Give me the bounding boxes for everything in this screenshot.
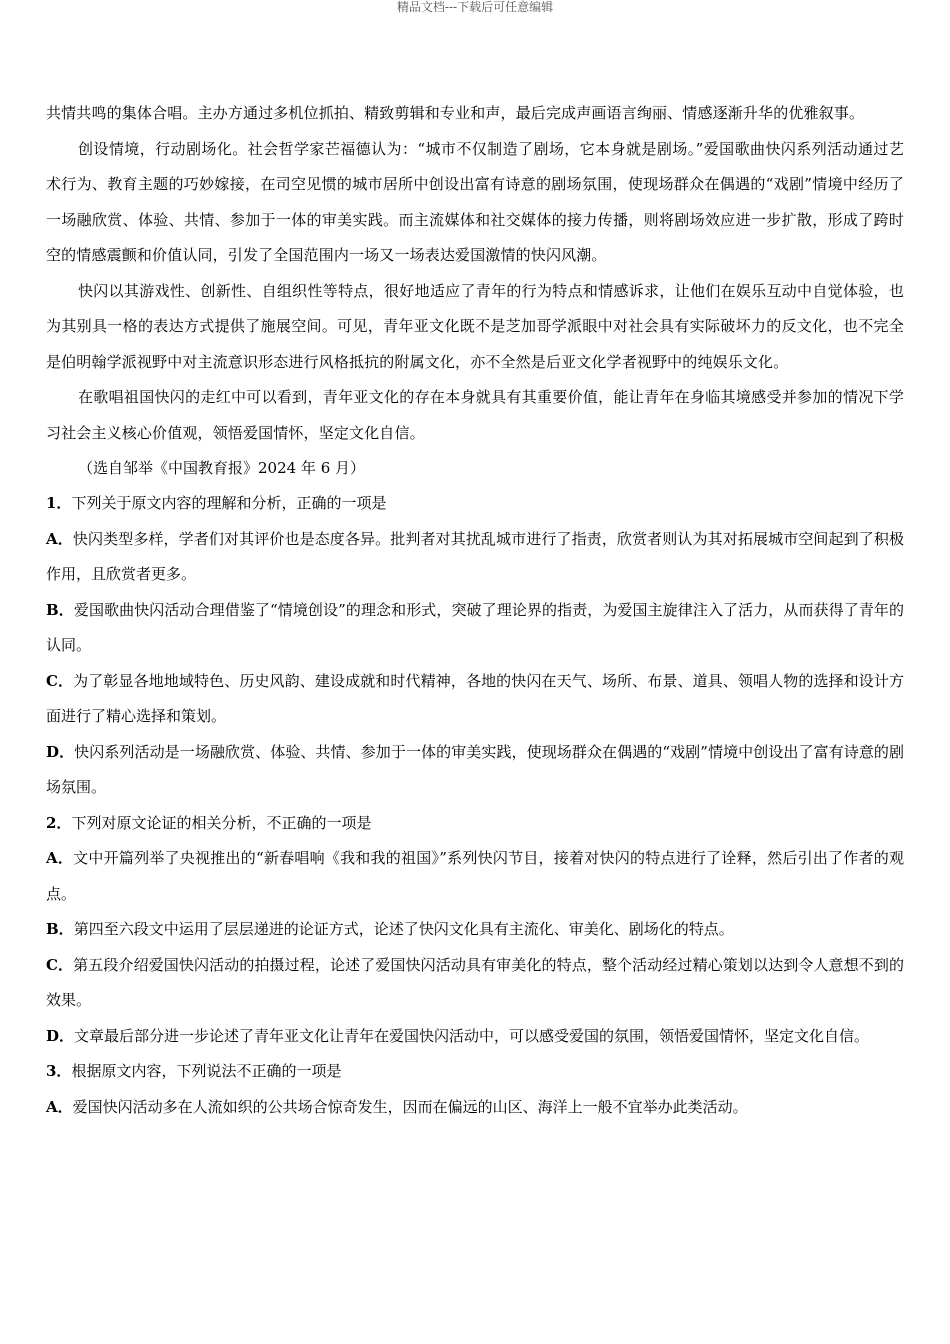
passage-paragraph: 在歌唱祖国快闪的走红中可以看到，青年亚文化的存在本身就具有其重要价值，能让青年在身临其境感受并参加的情况下学习社会主义核心价值观，领悟爱国情怀，坚定文化自信。 [46,388,904,442]
option-text: 为了彰显各地地域特色、历史风韵、建设成就和时代精神，各地的快闪在天气、场所、布景、道具、领唱人物的选择和设计方面进行了精心选择和策划。 [46,671,904,725]
option-label: A． [46,1097,73,1116]
question-number: 1． [46,494,72,512]
passage-paragraph: 创设情境，行动剧场化。社会哲学家芒福德认为：“城市不仅制造了剧场，它本身就是剧场。”爱国歌曲快闪系列活动通过艺术行为、教育主题的巧妙嫁接，在司空见惯的城市居所中创设出富有诗意的剧场氛围，使现场群众在偶遇的“戏剧”情境中经历了一场融欣赏、体验、共情、参加于一体的审美实践。而主流媒体和社交媒体的接力传播，则将剧场效应进一步扩散，形成了跨时空的情感震颤和价值认同，引发了全国范围内一场又一场表达爱国激情的快闪风潮。 [46,139,904,264]
question-stem [46,806,904,842]
question-text: 根据原文内容，下列说法不正确的一项是 [71,1062,342,1080]
option-text: 快闪系列活动是一场融欣赏、体验、共情、参加于一体的审美实践，使现场群众在偶遇的“戏剧”情境中创设出了富有诗意的剧场氛围。 [46,742,904,796]
option-label: A． [46,529,73,548]
option-c [46,948,904,1019]
question-number: 3． [46,1062,72,1080]
option-label: B． [46,600,74,619]
option-label: C． [46,955,74,974]
passage [46,96,904,486]
option-b [46,593,904,664]
question-text: 下列关于原文内容的理解和分析，正确的一项是 [71,494,387,512]
document-body [46,96,904,1125]
option-text: 第四至六段文中运用了层层递进的论证方式，论述了快闪文化具有主流化、审美化、剧场化的特点。 [73,920,734,938]
option-label: A． [46,849,74,867]
passage-paragraph: 共情共鸣的集体合唱。主办方通过多机位抓拍、精致剪辑和专业和声，最后完成声画语言绚丽、情感逐渐升华的优雅叙事。 [46,104,865,122]
question-number: 2． [46,813,72,832]
option-a [46,522,904,593]
option-label: B． [46,920,74,938]
option-b [46,912,904,948]
option-text: 爱国快闪活动多在人流如织的公共场合惊奇发生，因而在偏远的山区、海洋上一般不宜举办此类活动。 [72,1097,748,1116]
passage-source: （选自邹举《中国教育报》2024 年 6 月） [78,459,366,477]
question-stem [46,1054,904,1090]
option-c [46,664,904,735]
option-text: 文章最后部分进一步论述了青年亚文化让青年在爱国快闪活动中，可以感受爱国的氛围，领悟爱国情怀，坚定文化自信。 [74,1026,870,1045]
question-2 [46,806,904,1055]
question-1 [46,486,904,806]
option-a [46,841,904,912]
page-header: 精品文档---下载后可任意编辑 [396,0,554,14]
option-label: C． [46,671,74,690]
option-d [46,1019,904,1055]
option-a [46,1090,904,1126]
option-label: D． [46,1026,75,1045]
option-text: 第五段介绍爱国快闪活动的拍摄过程，论述了爱国快闪活动具有审美化的特点，整个活动经过精心策划以达到令人意想不到的效果。 [46,955,904,1009]
question-3 [46,1054,904,1125]
option-text: 文中开篇列举了央视推出的“新春唱响《我和我的祖国》”系列快闪节目，接着对快闪的特点进行了诠释，然后引出了作者的观点。 [46,849,905,903]
option-text: 爱国歌曲快闪活动合理借鉴了“情境创设”的理念和形式，突破了理论界的指责，为爱国主旋律注入了活力，从而获得了青年的认同。 [46,600,904,654]
option-d [46,735,904,806]
passage-paragraph: 快闪以其游戏性、创新性、自组织性等特点，很好地适应了青年的行为特点和情感诉求，让他们在娱乐互动中自觉体验，也为其别具一格的表达方式提供了施展空间。可见，青年亚文化既不是芝加哥学派眼中对社会具有实际破坏力的反文化，也不完全是伯明翰学派视野中对主流意识形态进行风格抵抗的附属文化，亦不全然是后亚文化学者视野中的纯娱乐文化。 [46,281,904,371]
option-label: D． [46,742,75,761]
question-stem [46,486,904,522]
option-text: 快闪类型多样，学者们对其评价也是态度各异。批判者对其扰乱城市进行了指责，欣赏者则认为其对拓展城市空间起到了积极作用，且欣赏者更多。 [46,529,904,583]
question-text: 下列对原文论证的相关分析，不正确的一项是 [71,813,372,832]
